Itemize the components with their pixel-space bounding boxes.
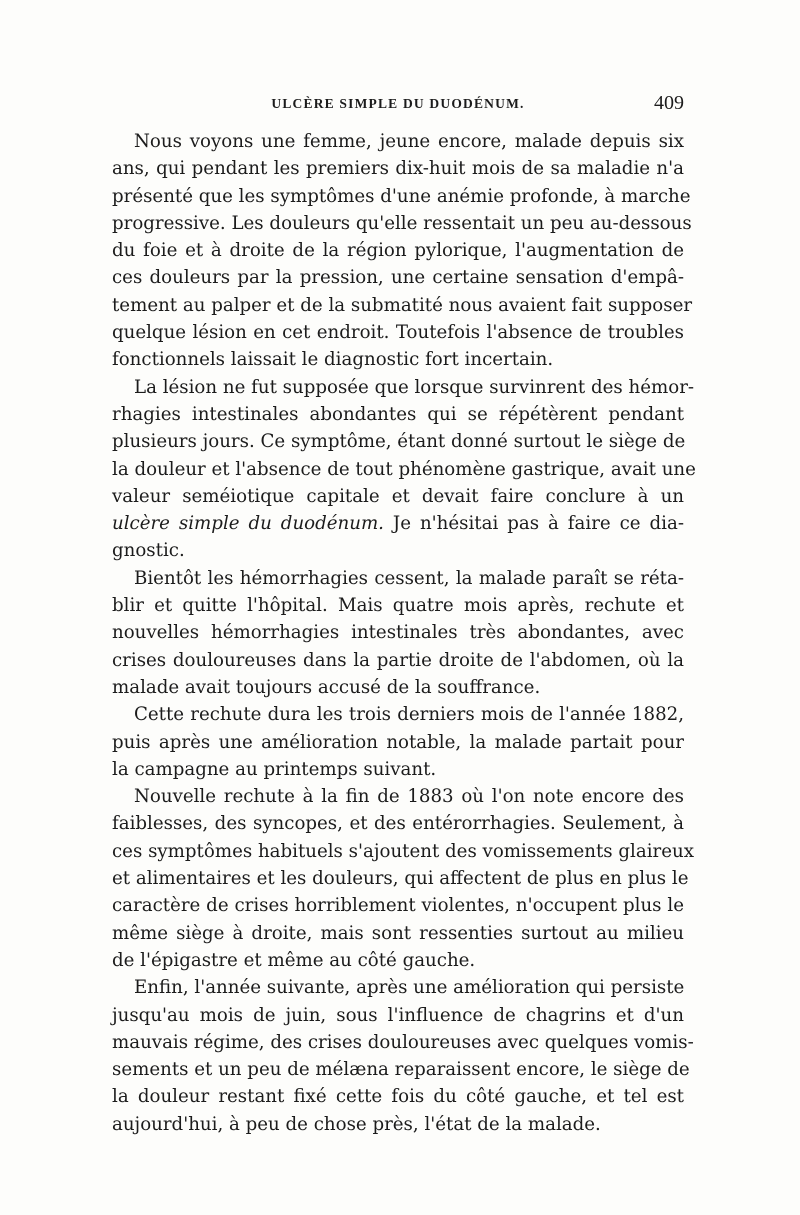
text-line: Enfin, l'année suivante, après une amélioration qui persiste bbox=[134, 977, 685, 999]
text-line: la douleur et l'absence de tout phénomène gastrique, avait une bbox=[112, 458, 696, 480]
text-line: puis après une amélioration notable, la malade partait pour bbox=[112, 731, 684, 753]
text-line: mauvais régime, des crises douloureuses avec quelques vomis- bbox=[112, 1031, 694, 1053]
text-line: rhagies intestinales abondantes qui se répétèrent pendant bbox=[112, 403, 684, 425]
text-line: gnostic. bbox=[112, 540, 185, 562]
text-line: Nous voyons une femme, jeune encore, malade depuis six bbox=[134, 131, 684, 152]
text-line-with-italic bbox=[112, 510, 684, 537]
text-line: valeur seméiotique capitale et devait faire conclure à un bbox=[112, 485, 684, 507]
text-line: malade avait toujours accusé de la souffrance. bbox=[112, 676, 541, 698]
running-head bbox=[112, 92, 684, 120]
text-line: de l'épigastre et même au côté gauche. bbox=[112, 949, 476, 971]
text-line: quelque lésion en cet endroit. Toutefois l'absence de troubles bbox=[112, 322, 684, 344]
text-line: Nouvelle rechute à la fin de 1883 où l'on note encore des bbox=[134, 786, 684, 808]
text-line: présenté que les symptômes d'une anémie profonde, à marche bbox=[112, 185, 691, 207]
text-line: faiblesses, des syncopes, et des entérorrhagies. Seulement, à bbox=[112, 813, 684, 835]
text-line: sements et un peu de mélæna reparaissent encore, le siège de bbox=[112, 1059, 690, 1081]
running-head-title: ULCÈRE SIMPLE DU DUODÉNUM. bbox=[271, 96, 525, 111]
text-line: plusieurs jours. Ce symptôme, étant donné surtout le siège de bbox=[112, 431, 686, 453]
text-line: nouvelles hémorrhagies intestinales très abondantes, avec bbox=[112, 622, 684, 644]
text-line: aujourd'hui, à peu de chose près, l'état de la malade. bbox=[112, 1113, 601, 1135]
text-line: ans, qui pendant les premiers dix-huit mois de sa maladie n'a bbox=[112, 158, 684, 180]
text-line: blir et quitte l'hôpital. Mais quatre mois après, rechute et bbox=[112, 595, 684, 617]
text-line: même siège à droite, mais sont ressenties surtout au milieu bbox=[112, 922, 684, 944]
text-line: crises douloureuses dans la partie droite de l'abdomen, où la bbox=[112, 649, 684, 671]
text-line: progressive. Les douleurs qu'elle ressentait un peu au-dessous bbox=[112, 212, 692, 234]
text-line: Cette rechute dura les trois derniers mois de l'année 1882, bbox=[134, 704, 684, 726]
text-line-rest: Je n'hésitai pas à faire ce dia- bbox=[383, 513, 684, 535]
text-line: Bientôt les hémorrhagies cessent, la malade paraît se réta- bbox=[134, 567, 684, 589]
text-line: ces symptômes habituels s'ajoutent des vomissements glaireux bbox=[112, 840, 694, 862]
body-text bbox=[112, 128, 696, 1138]
text-line: la campagne au printemps suivant. bbox=[112, 758, 437, 780]
text-line: tement au palper et de la submatité nous avaient fait supposer bbox=[112, 294, 693, 316]
text-line: la douleur restant fixé cette fois du côté gauche, et tel est bbox=[112, 1086, 684, 1108]
text-line: caractère de crises horriblement violentes, n'occupent plus le bbox=[112, 895, 684, 917]
text-line: ces douleurs par la pression, une certaine sensation d'empâ- bbox=[112, 267, 684, 289]
italic-term: ulcère simple du duodénum. bbox=[112, 513, 384, 535]
text-line: jusqu'au mois de juin, sous l'influence de chagrins et d'un bbox=[112, 1004, 684, 1026]
text-line: du foie et à droite de la région pylorique, l'augmentation de bbox=[112, 240, 684, 262]
page-number: 409 bbox=[654, 92, 684, 114]
text-line: La lésion ne fut supposée que lorsque survinrent des hémor- bbox=[134, 376, 695, 398]
text-line: fonctionnels laissait le diagnostic fort incertain. bbox=[112, 349, 554, 371]
text-line: et alimentaires et les douleurs, qui affectent de plus en plus le bbox=[112, 868, 689, 890]
